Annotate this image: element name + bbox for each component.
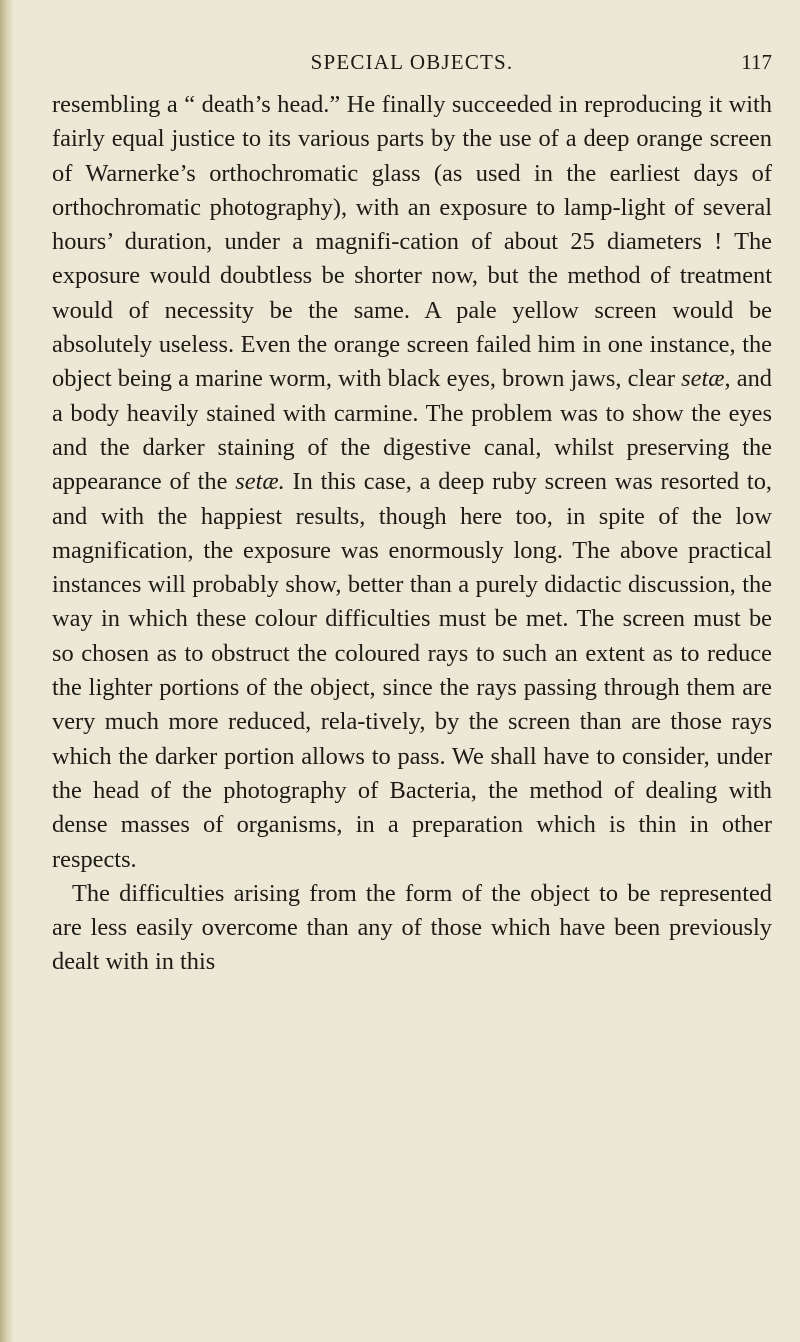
text-segment: resembling a “ death’s head.” He finally succeeded in reproducing it with fairly equal justice to its various parts by the use of a deep orange screen of Warnerke’s orthochromatic glass (as used in the earliest days of orthochromatic photography), with an exposure to lamp-light of several hours’ duration, under a magnifi-cation of about 25 diameters ! The exposure would doubtless be shorter now, but the method of treatment would of necessity be the same. A pale yellow screen would be absolutely useless. Even the orange screen failed him in one instance, the object being a marine worm, with black eyes, brown jaws, clear <box>52 91 772 393</box>
latin-term-setae: setæ. <box>235 468 285 496</box>
paragraph-1 <box>52 88 772 877</box>
book-page <box>52 40 772 980</box>
running-head <box>52 40 772 88</box>
text-segment: , and a body heavily stained with carmine. The problem was to show the eyes and the darker staining of the digestive canal, whilst preserving the appearance of the <box>52 365 772 496</box>
paragraph-2 <box>52 877 772 980</box>
text-segment: The difficulties arising from the form of the object to be represented are less easily overcome than any of those which have been previously dealt with in this <box>52 879 772 976</box>
latin-term-setae: setæ <box>681 365 725 393</box>
running-title: SPECIAL OBJECTS. <box>310 50 514 74</box>
body-text <box>52 88 772 980</box>
page-spine-shadow <box>0 0 14 1342</box>
page-number: 117 <box>741 50 772 74</box>
text-segment: In this case, a deep ruby screen was resorted to, and with the happiest results, though here too, in spite of the low magnification, the exposure was enormously long. The above practical instances will probably show, better than a purely didactic discussion, the way in which these colour difficulties must be met. The screen must be so chosen as to obstruct the coloured rays to such an extent as to reduce the lighter portions of the object, since the rays passing through them are very much more reduced, rela-tively, by the screen than are those rays which the darker portion allows to pass. We shall have to consider, under the head of the photography of Bacteria, the method of dealing with dense masses of organisms, in a preparation which is thin in other respects. <box>52 468 772 873</box>
